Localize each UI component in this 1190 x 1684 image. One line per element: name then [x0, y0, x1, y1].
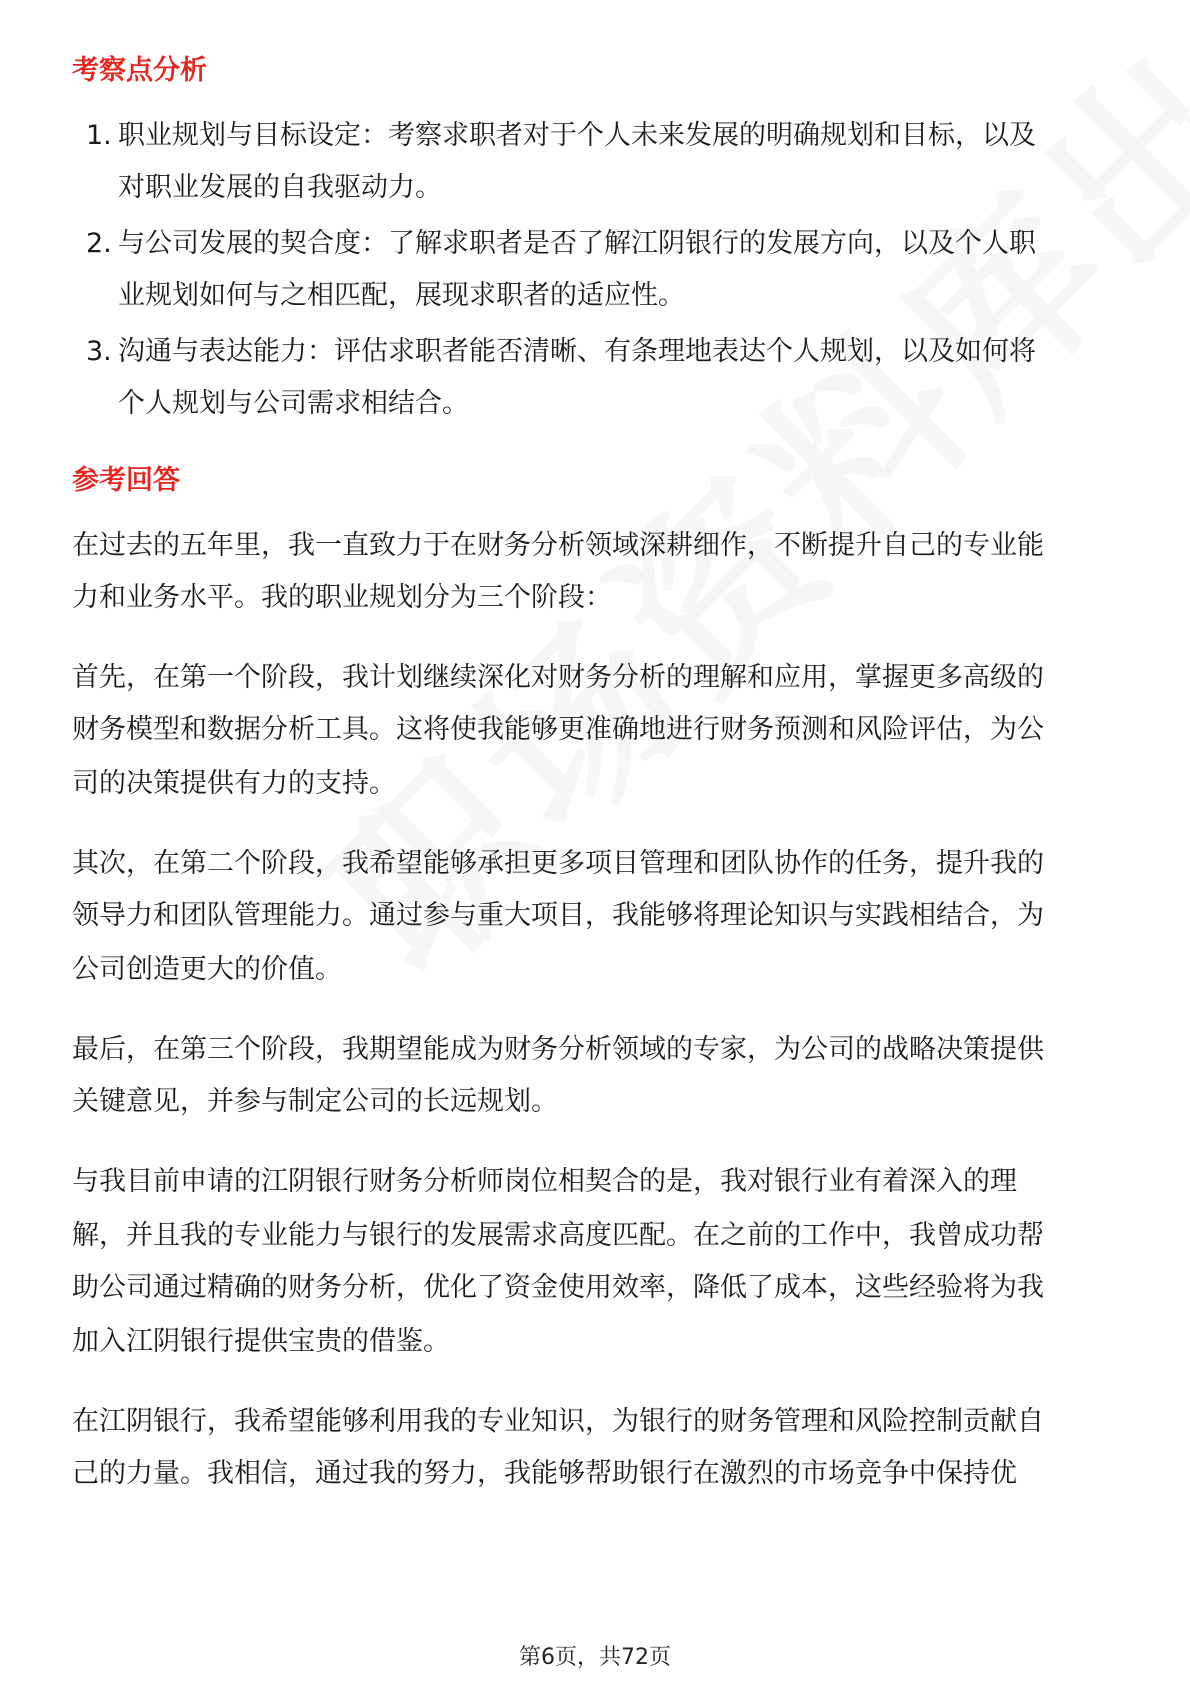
paragraph-line: 助公司通过精确的财务分析，优化了资金使用效率，降低了成本，这些经验将为我	[72, 1272, 1044, 1303]
list-number: 1.	[86, 120, 112, 151]
paragraph-line: 解，并且我的专业能力与银行的发展需求高度匹配。在之前的工作中，我曾成功帮	[72, 1220, 1044, 1251]
list-item-line: 个人规划与公司需求相结合。	[118, 388, 469, 419]
page-number: 第6页，共72页	[519, 1645, 671, 1670]
paragraph-line: 公司创造更大的价值。	[72, 954, 342, 985]
paragraph-line: 其次，在第二个阶段，我希望能够承担更多项目管理和团队协作的任务，提升我的	[72, 848, 1044, 879]
paragraph-line: 最后，在第三个阶段，我期望能成为财务分析领域的专家，为公司的战略决策提供	[72, 1034, 1044, 1065]
list-item-line: 沟通与表达能力：评估求职者能否清晰、有条理地表达个人规划，以及如何将	[118, 336, 1036, 367]
section-heading-analysis: 考察点分析	[72, 55, 207, 86]
paragraph-line: 与我目前申请的江阴银行财务分析师岗位相契合的是，我对银行业有着深入的理	[72, 1166, 1017, 1197]
list-item-line: 职业规划与目标设定：考察求职者对于个人未来发展的明确规划和目标，以及	[118, 120, 1036, 151]
list-number: 3.	[86, 336, 112, 367]
paragraph-line: 关键意见，并参与制定公司的长远规划。	[72, 1086, 558, 1117]
paragraph-line: 领导力和团队管理能力。通过参与重大项目，我能够将理论知识与实践相结合，为	[72, 900, 1044, 931]
list-item-line: 业规划如何与之相匹配，展现求职者的适应性。	[118, 280, 685, 311]
paragraph-line: 加入江阴银行提供宝贵的借鉴。	[72, 1326, 450, 1357]
paragraph-line: 司的决策提供有力的支持。	[72, 768, 396, 799]
paragraph-line: 财务模型和数据分析工具。这将使我能够更准确地进行财务预测和风险评估，为公	[72, 714, 1044, 745]
paragraph-line: 在过去的五年里，我一直致力于在财务分析领域深耕细作，不断提升自己的专业能	[72, 530, 1044, 561]
list-item-line: 与公司发展的契合度：了解求职者是否了解江阴银行的发展方向，以及个人职	[118, 228, 1036, 259]
list-item-line: 对职业发展的自我驱动力。	[118, 172, 442, 203]
paragraph-line: 己的力量。我相信，通过我的努力，我能够帮助银行在激烈的市场竞争中保持优	[72, 1458, 1017, 1489]
paragraph-line: 在江阴银行，我希望能够利用我的专业知识，为银行的财务管理和风险控制贡献自	[72, 1406, 1044, 1437]
list-number: 2.	[86, 228, 112, 259]
paragraph-line: 首先，在第一个阶段，我计划继续深化对财务分析的理解和应用，掌握更多高级的	[72, 662, 1044, 693]
section-heading-reference-answer: 参考回答	[72, 465, 180, 496]
paragraph-line: 力和业务水平。我的职业规划分为三个阶段：	[72, 582, 612, 613]
